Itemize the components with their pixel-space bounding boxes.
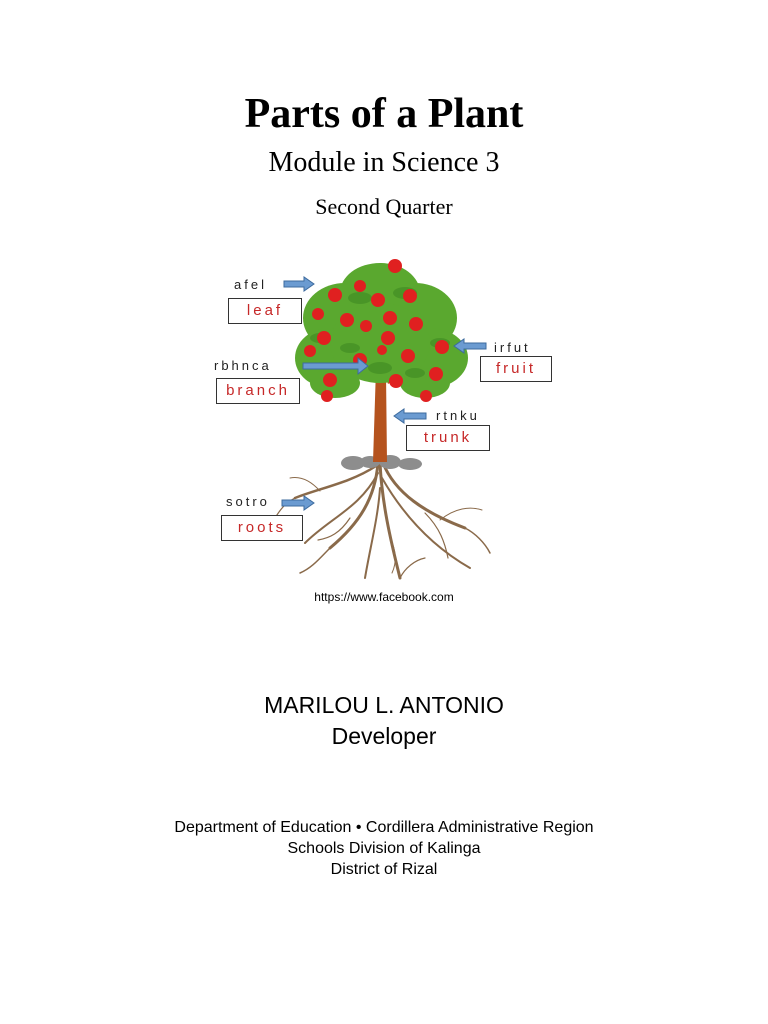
quarter-label: Second Quarter bbox=[315, 194, 453, 219]
image-source-caption: https://www.facebook.com bbox=[314, 590, 454, 604]
scrambled-word-branch: rbhnca bbox=[214, 358, 272, 373]
foliage-illustration bbox=[295, 263, 468, 398]
author-name: MARILOU L. ANTONIO bbox=[264, 692, 504, 718]
answer-box-leaf: leaf bbox=[228, 298, 302, 324]
org-division: Schools Division of Kalinga bbox=[287, 840, 481, 857]
answer-box-fruit: fruit bbox=[480, 356, 552, 382]
arrow-leaf-icon bbox=[284, 277, 314, 291]
scrambled-word-leaf: afel bbox=[234, 277, 267, 292]
answer-box-branch: branch bbox=[216, 378, 300, 404]
page-title: Parts of a Plant bbox=[244, 91, 524, 137]
arrow-trunk-icon bbox=[394, 409, 426, 423]
module-subtitle: Module in Science 3 bbox=[268, 147, 500, 178]
author-role: Developer bbox=[331, 723, 437, 749]
scrambled-word-fruit: irfut bbox=[494, 340, 531, 355]
org-district: District of Rizal bbox=[330, 861, 438, 878]
org-department: Department of Education • Cordillera Administrative Region bbox=[174, 819, 594, 836]
answer-box-roots: roots bbox=[221, 515, 303, 541]
roots-illustration bbox=[275, 463, 490, 578]
scrambled-word-roots: sotro bbox=[226, 494, 270, 509]
plant-diagram bbox=[200, 248, 570, 588]
scrambled-word-trunk: rtnku bbox=[436, 408, 480, 423]
answer-box-trunk: trunk bbox=[406, 425, 490, 451]
